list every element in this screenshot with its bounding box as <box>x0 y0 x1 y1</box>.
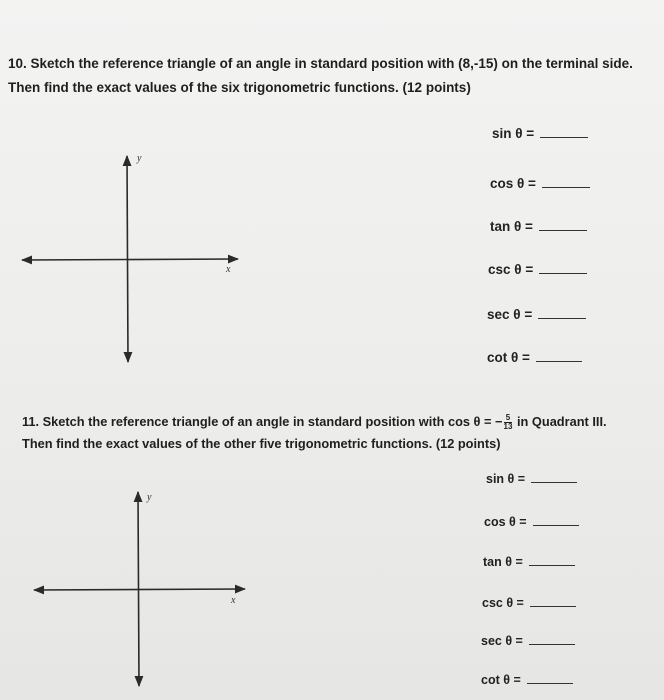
problem-11-tan-answer: tan θ = <box>483 555 575 569</box>
problem-10-y-axis-label: y <box>137 153 142 164</box>
problem-10-y-axis <box>127 156 128 362</box>
problem-10-cot-answer: cot θ = <box>487 350 582 365</box>
problem-10-line-1: 10. Sketch the reference triangle of an angle in standard position with (8,-15) on the terminal side. <box>8 56 633 71</box>
answer-blank[interactable] <box>540 136 588 138</box>
problem-11-y-axis <box>138 492 139 686</box>
problem-10-line-2: Then find the exact values of the six trigonometric functions. (12 points) <box>8 80 471 95</box>
problem-10-cos-answer: cos θ = <box>490 176 590 191</box>
problem-11-sec-answer: sec θ = <box>481 634 575 648</box>
problem-11-cos-answer: cos θ = <box>484 515 579 529</box>
problem-10-x-axis <box>22 259 238 260</box>
answer-blank[interactable] <box>527 682 573 684</box>
problem-11-line-2: Then find the exact values of the other five trigonometric functions. (12 points) <box>22 436 501 451</box>
problem-11-x-axis-label: x <box>231 595 236 606</box>
answer-blank[interactable] <box>529 564 575 566</box>
problem-11-line-1: 11. Sketch the reference triangle of an angle in standard position with cos θ = − $\frac{5}{13}$ in Quadrant III. <box>22 413 607 432</box>
answer-blank[interactable] <box>539 229 587 231</box>
answer-blank[interactable] <box>533 524 579 526</box>
answer-blank[interactable] <box>529 643 575 645</box>
problem-10-tan-answer: tan θ = <box>490 219 587 234</box>
answer-blank[interactable] <box>539 272 587 274</box>
answer-blank[interactable] <box>538 317 586 319</box>
answer-blank[interactable] <box>531 481 577 483</box>
problem-10-x-axis-label: x <box>226 264 231 275</box>
answer-blank[interactable] <box>530 605 576 607</box>
answer-blank[interactable] <box>536 360 582 362</box>
problem-11-statement <box>22 411 607 455</box>
fraction-5-over-13: $\frac{5}{13}$ <box>503 413 513 432</box>
problem-10-sec-answer: sec θ = <box>487 307 586 322</box>
problem-10-sin-answer: sin θ = <box>492 126 588 141</box>
problem-11-x-axis <box>34 589 245 590</box>
problem-11-y-axis-label: y <box>147 492 152 503</box>
problem-11-cot-answer: cot θ = <box>481 673 573 687</box>
problem-11-csc-answer: csc θ = <box>482 596 576 610</box>
problem-11-sin-answer: sin θ = <box>486 472 577 486</box>
problem-10-csc-answer: csc θ = <box>488 262 587 277</box>
answer-blank[interactable] <box>542 186 590 188</box>
